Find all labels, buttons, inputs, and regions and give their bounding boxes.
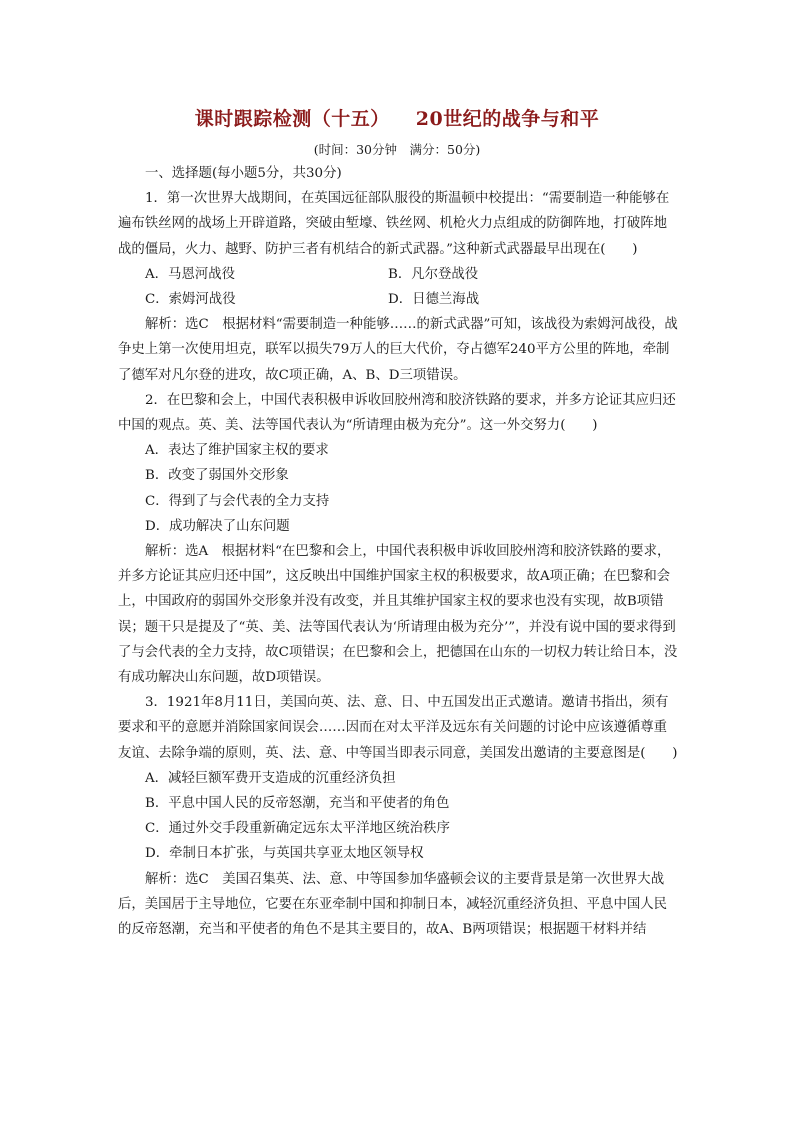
question-1-option-a: A．马恩河战役	[145, 266, 236, 282]
question-2-option-c: C．得到了与会代表的全力支持	[145, 493, 330, 509]
question-3-option-a: A．减轻巨额军费开支造成的沉重经济负担	[145, 770, 396, 786]
title-topic: 20世纪的战争与和平	[415, 108, 600, 130]
question-2-option-a: A．表达了维护国家主权的要求	[145, 443, 329, 459]
question-1-options-row-1	[118, 262, 678, 287]
question-1-analysis: 解析：选C 根据材料“需要制造一种能够……的新式武器”可知，该战役为索姆河战役，战争史上第一次使用坦克，联军以损失79万人的巨大代价，夺占德军240平方公里的阵地，牵制了德军对凡尔登的进攻，故C项正确，A、B、D三项错误。	[118, 317, 678, 383]
question-1-option-b: B．凡尔登战役	[388, 266, 479, 282]
question-3-option-d: D．牵制日本扩张，与英国共享亚太地区领导权	[145, 846, 424, 862]
question-3-option-b: B．平息中国人民的反帝怒潮，充当和平使者的角色	[145, 796, 450, 812]
exam-meta: (时间：30分钟 满分：50分)	[313, 142, 481, 157]
question-3-analysis: 解析：选C 美国召集英、法、意、中等国参加华盛顿会议的主要背景是第一次世界大战后，美国居于主导地位，它要在东亚牵制中国和抑制日本，减轻沉重经济负担、平息中国人民的反帝怒潮，充当和平使者的角色不是其主要目的，故A、B两项错误；根据题干材料并结	[118, 871, 668, 938]
question-2-option-d: D．成功解决了山东问题	[145, 518, 290, 534]
question-3-stem: 3．1921年8月11日，美国向英、法、意、日、中五国发出正式邀请。邀请书指出，须有要求和平的意愿并消除国家间误会……因而在对太平洋及远东有关问题的讨论中应该遵循尊重友谊、去除争端的原则，英、法、意、中等国当即表示同意，美国发出邀请的主要意图是( )	[118, 695, 678, 761]
question-1-options-row-2	[118, 287, 678, 312]
question-2-stem: 2．在巴黎和会上，中国代表积极申诉收回胶州湾和胶济铁路的要求，并多方论证其应归还中国的观点。英、美、法等国代表认为“所请理由极为充分”。这一外交努力( )	[118, 392, 676, 434]
question-2-analysis: 解析：选A 根据材料“在巴黎和会上，中国代表积极申诉收回胶州湾和胶济铁路的要求，并多方论证其应归还中国”，这反映出中国维护国家主权的积极要求，故A项正确；在巴黎和会上，中国政府的弱国外交形象并没有改变，并且其维护国家主权的要求也没有实现，故B项错误；题干只是提及了“英、美、法等国代表认为‘所请理由极为充分’”，并没有说中国的要求得到了与会代表的全力支持，故C项错误；在巴黎和会上，把德国在山东的一切权力转让给日本，没有成功解决山东问题，故D项错误。	[118, 544, 678, 686]
section-heading: 一、选择题(每小题5分，共30分)	[145, 166, 342, 181]
page-title	[0, 104, 794, 131]
question-3-option-c: C．通过外交手段重新确定远东太平洋地区统治秩序	[145, 821, 450, 837]
question-1-stem: 1．第一次世界大战期间，在英国远征部队服役的斯温顿中校提出：“需要制造一种能够在遍布铁丝网的战场上开辟道路，突破由堑壕、铁丝网、机枪火力点组成的防御阵地，打破阵地战的僵局，火力、越野、防护三者有机结合的新式武器。”这种新式武器最早出现在( )	[118, 191, 670, 257]
question-1-option-d: D．日德兰海战	[388, 292, 480, 308]
question-2-option-b: B．改变了弱国外交形象	[145, 468, 289, 484]
question-list	[118, 161, 678, 942]
title-main: 课时跟踪检测（十五）	[194, 108, 390, 130]
question-1-option-c: C．索姆河战役	[145, 292, 236, 308]
